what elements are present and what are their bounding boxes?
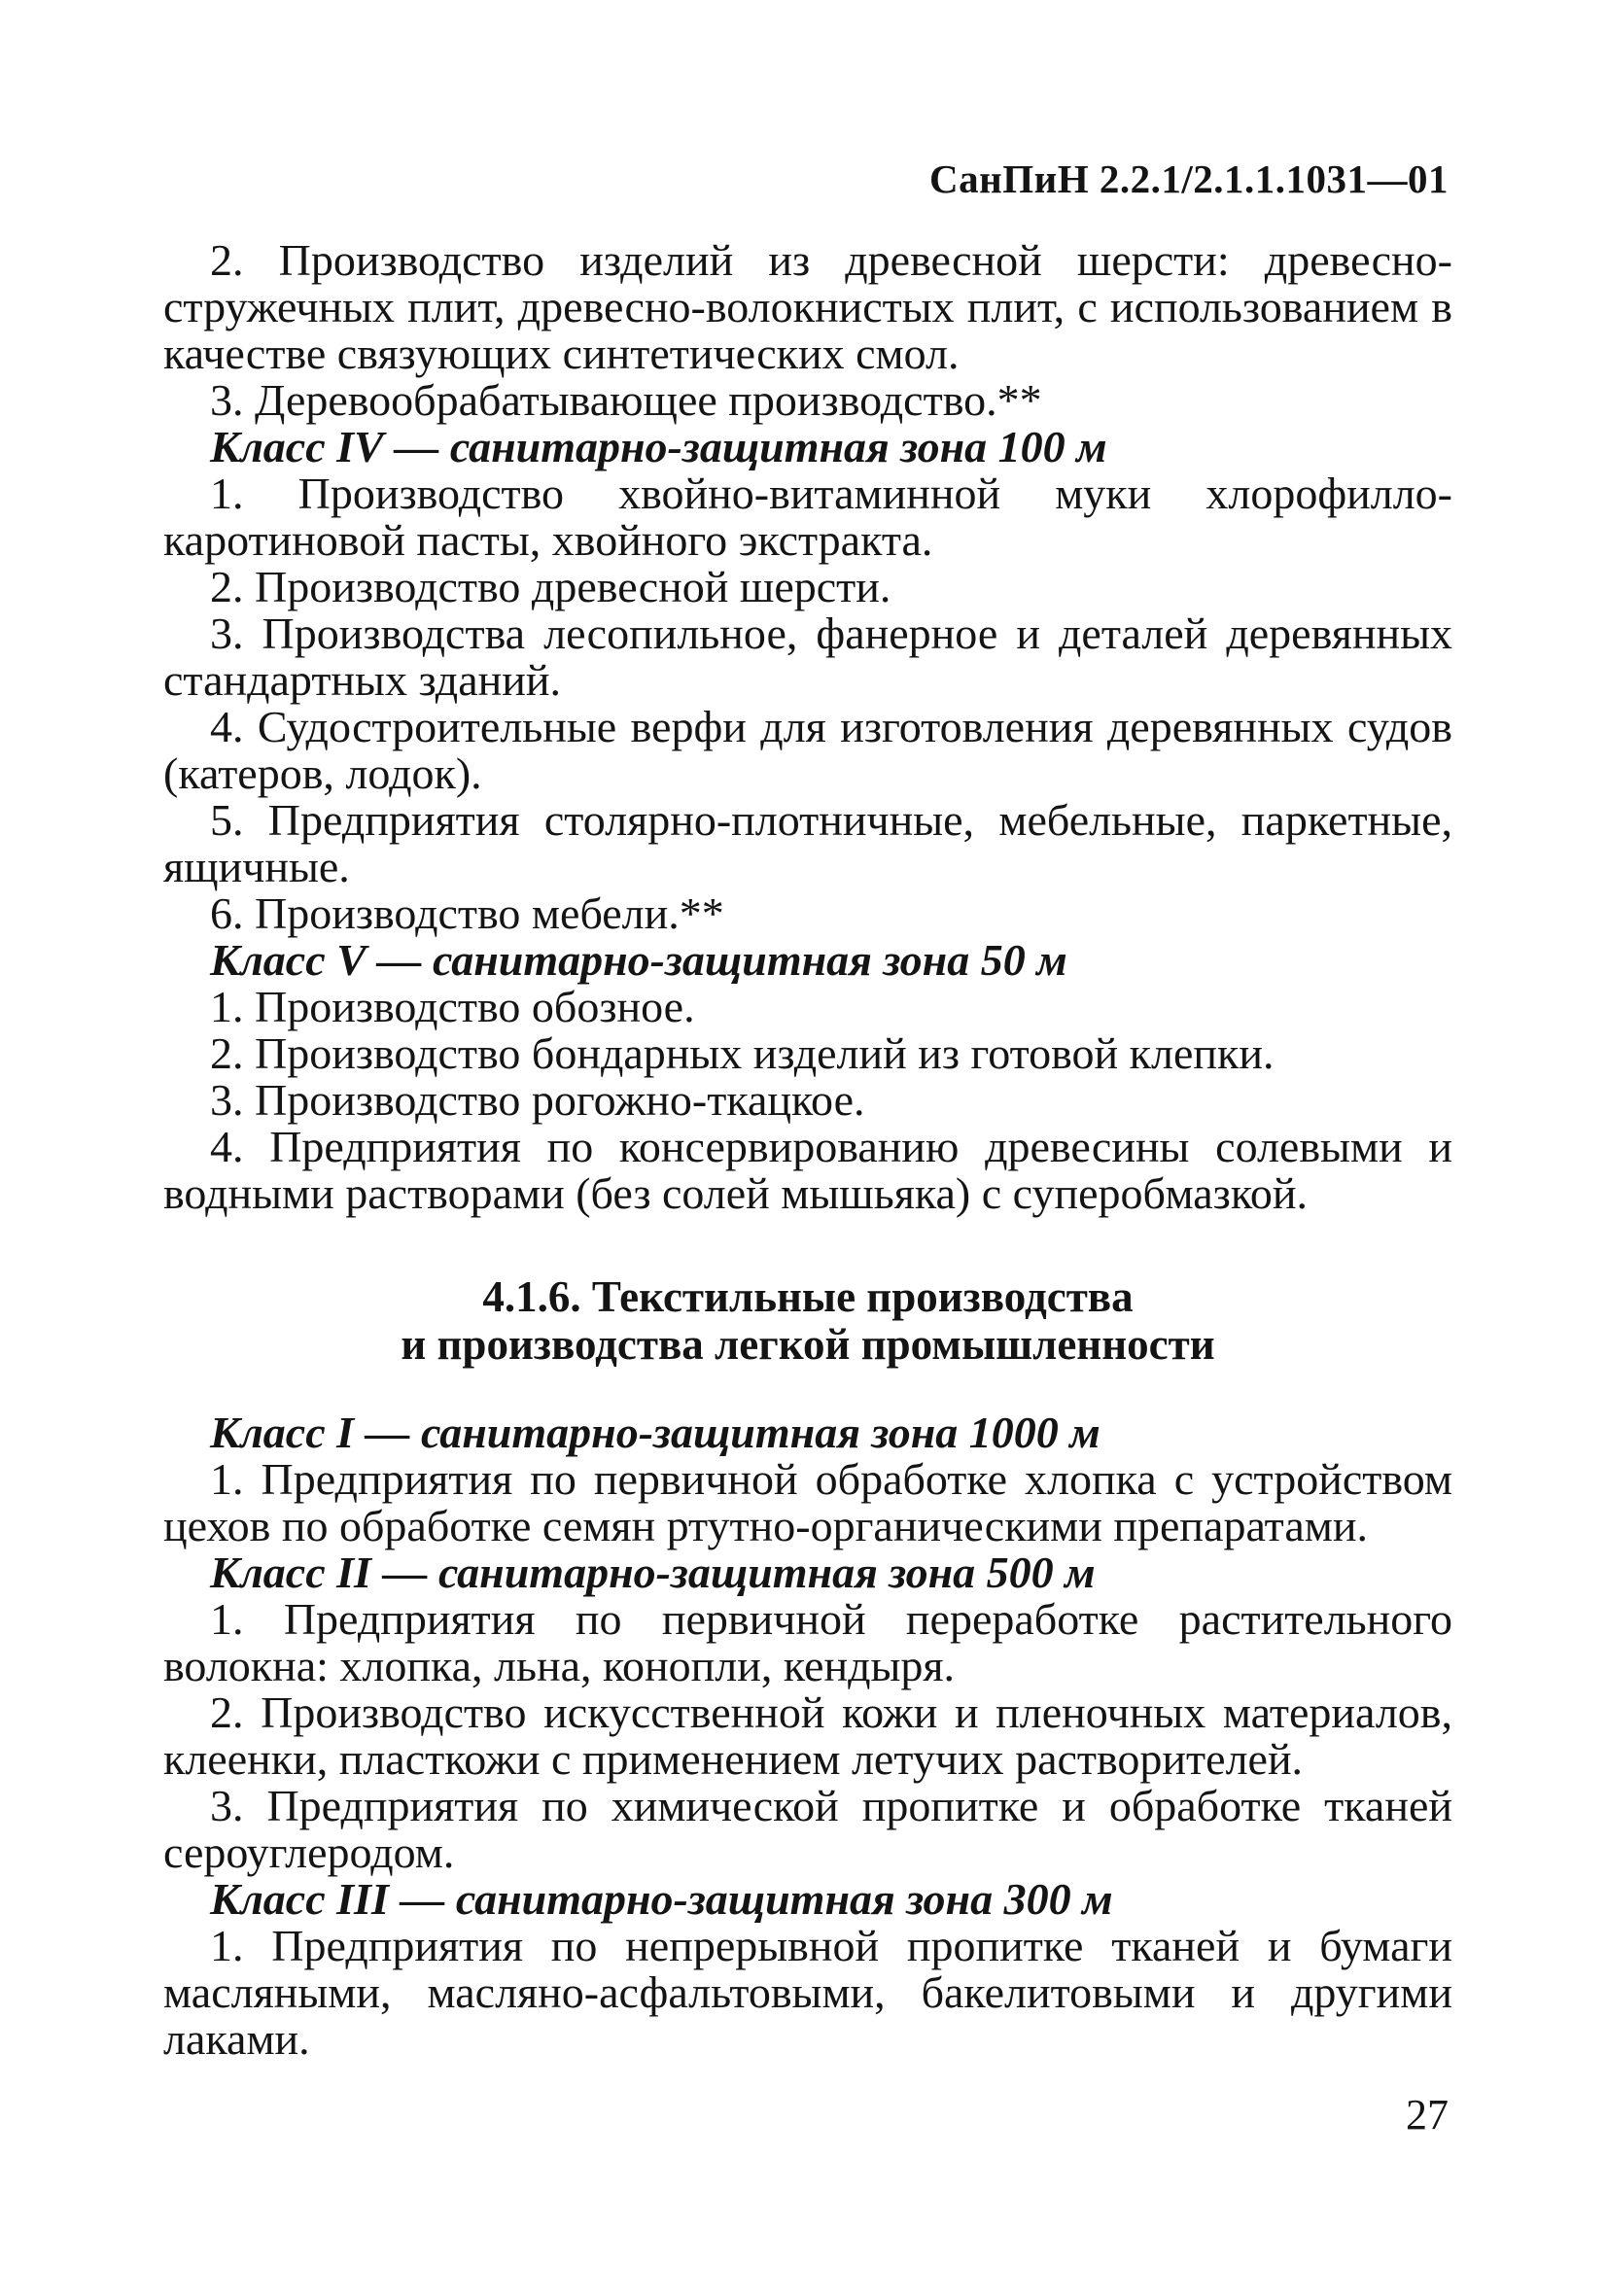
list-item: 2. Производство бондарных изделий из готовой клепки.: [210, 1028, 1275, 1078]
list-item: 1. Производство хвойно-витаминной муки хлорофилло-каротиновой пасты, хвойного экстракта.: [163, 469, 1452, 565]
class-heading: Класс I — санитарно-защитная зона 1000 м: [210, 1408, 1100, 1457]
section-title: [163, 1273, 1452, 1369]
list-item: 2. Производство искусственной кожи и пленочных материалов, клеенки, пласткожи с применением летучих растворителей.: [163, 1687, 1452, 1784]
list-block-wood: [163, 237, 1452, 1217]
list-item: 1. Предприятия по первичной переработке растительного волокна: хлопка, льна, конопли, кендыря.: [163, 1594, 1452, 1690]
section-title-line-2: и производства легкой промышленности: [401, 1320, 1215, 1369]
list-block-textile: [163, 1409, 1452, 2063]
list-item: 3. Предприятия по химической пропитке и обработке тканей сероуглеродом.: [163, 1781, 1452, 1877]
list-item: 3. Производство рогожно-ткацкое.: [210, 1075, 865, 1125]
class-heading: Класс III — санитарно-защитная зона 300 м: [210, 1874, 1113, 1924]
page-content: [163, 237, 1452, 2063]
list-item: 1. Производство обозное.: [210, 982, 695, 1031]
list-item: 1. Предприятия по первичной обработке хлопка с устройством цехов по обработке семян ртутно-органическими препаратами.: [163, 1454, 1452, 1550]
class-heading: Класс II — санитарно-защитная зона 500 м: [210, 1548, 1096, 1597]
class-heading: Класс V — санитарно-защитная зона 50 м: [210, 935, 1067, 985]
list-item: 1. Предприятия по непрерывной пропитке тканей и бумаги масляными, масляно-асфальтовыми, бакелитовыми и другими лаками.: [163, 1921, 1452, 2064]
list-item: 5. Предприятия столярно-плотничные, мебельные, паркетные, ящичные.: [163, 795, 1452, 891]
list-item: 4. Предприятия по консервированию древесины солевыми и водными растворами (без солей мышьяка) с суперобмазкой.: [163, 1122, 1452, 1218]
list-item: 3. Производства лесопильное, фанерное и деталей деревянных стандартных зданий.: [163, 609, 1452, 705]
section-title-line-1: 4.1.6. Текстильные производства: [482, 1272, 1134, 1321]
page-number: 27: [1406, 2091, 1449, 2139]
document-code-header: СанПиН 2.2.1/2.1.1.1031—01: [928, 157, 1449, 201]
list-item: 3. Деревообрабатывающее производство.**: [210, 375, 1042, 425]
class-heading: Класс IV — санитарно-защитная зона 100 м: [210, 422, 1107, 471]
list-item: 2. Производство древесной шерсти.: [210, 562, 891, 611]
list-item: 2. Производство изделий из древесной шерсти: древесно-стружечных плит, древесно-волокнистых плит, с использованием в качестве связующих синтетических смол.: [163, 235, 1452, 378]
list-item: 6. Производство мебели.**: [210, 888, 724, 938]
list-item: 4. Судостроительные верфи для изготовления деревянных судов (катеров, лодок).: [163, 702, 1452, 798]
